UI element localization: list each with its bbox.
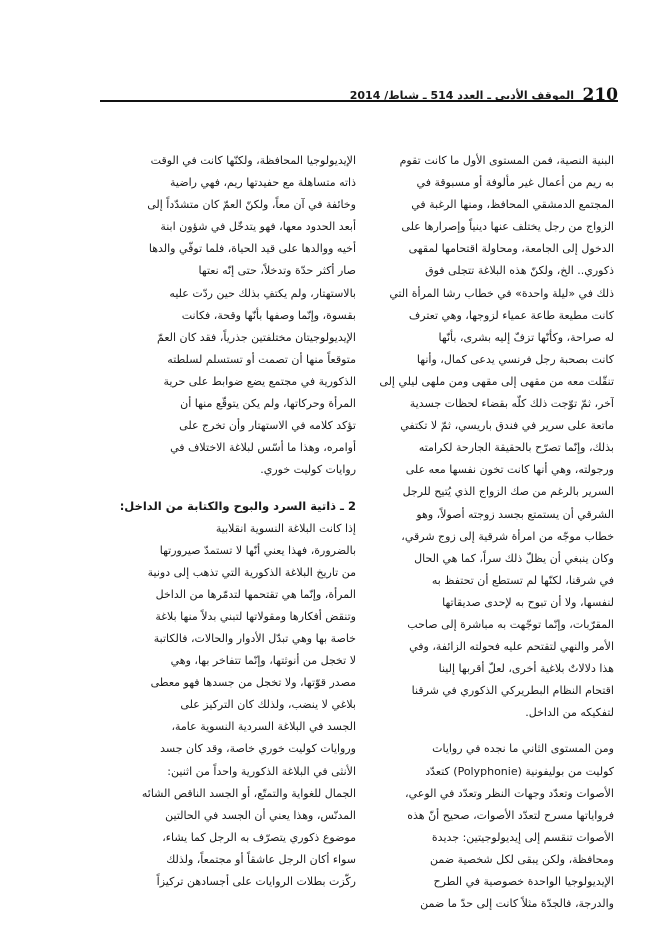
paragraph-gap	[97, 481, 356, 495]
text-line: الإيديولوجيتان مختلفتين جذرياً، فقد كان العمّ	[157, 330, 356, 344]
text-line: الدخول إلى الجامعة، ومحاولة اقتحامها لمقهى	[408, 242, 614, 256]
journal-title: الموقف الأدبي ـ العدد 514 ـ شباط/ 2014	[349, 89, 574, 102]
text-line: تؤكد كلامه في الاستهتار وأن تخرج على	[179, 419, 356, 433]
left-column	[97, 150, 356, 893]
text-line: الأصوات تنقسم إلى إيديولوجيتين: جديدة	[431, 830, 614, 844]
text-line: الأصوات وتعدّد وجهات النظر وتعدّد في الوعي،	[405, 786, 614, 800]
text-line: بلاغي لا ينضب، ولذلك كان التركيز على	[180, 698, 356, 712]
paragraph	[97, 518, 356, 894]
text-line: الجسد في البلاغة السردية النسوية عامة،	[171, 720, 356, 734]
text-line: روايات كوليت خوري.	[260, 463, 356, 477]
text-line: الزواج من رجل يختلف عنها دينياً وإصرارها على	[401, 220, 614, 234]
text-line: لا تخجل من أنوثتها، وإنّما تتفاخر بها، وهي	[170, 654, 356, 668]
text-line: الإيديولوجيا المحافظة، ولكنّها كانت في الوقت	[150, 154, 356, 167]
text-line: به ريم من أعمال غير مألوفة أو مسبوقة في	[416, 176, 614, 190]
text-line: وخائفة في آن معاً، ولكنّ العمّ كان متشدّداً إلى	[147, 198, 356, 212]
text-line: المرأة، وإنّما هي تقتحمها لتدمّرها من الداخل	[155, 587, 356, 601]
text-line: ومن المستوى الثاني ما نجده في روايات	[432, 742, 614, 756]
section-heading: 2 ـ ذاتية السرد والبوح والكتابة من الداخل:	[119, 499, 356, 514]
text-line: من تاريخ البلاغة الذكورية التي تذهب إلى دونية	[147, 565, 356, 579]
text-line: وتنقض أفكارها ومقولاتها لتبني بدلاً منها بلاغة	[155, 609, 356, 623]
text-line: بالضرورة، فهذا يعني أنّها لا تستمدّ صيرورتها	[159, 543, 356, 557]
text-line: الشرقي أن يستمتع بجسد زوجته أصولاً، وهو	[416, 507, 614, 521]
paragraph	[346, 150, 614, 724]
text-line: خاصة بها وهي تبدّل الأدوار والحالات، فالكاتبة	[153, 631, 356, 645]
text-line: أخيه ووالدها على قيد الحياة، فلما توفّي والدها	[148, 242, 356, 256]
text-line: صار أكثر حدّة وتدخلاً، حتى إنّه نعتها	[198, 264, 356, 278]
text-line: بقسوة، وإنّما وصفها بأنّها وقحة، فكانت	[181, 308, 356, 322]
text-line: الأمر والنهي لتقتحم عليه فحولته الزائفة، وفي	[409, 640, 614, 654]
text-line: كوليت من بوليفونية (Polyphonie) كتعدّد	[425, 764, 614, 778]
text-line: خطاب موجّه من امرأة شرقية إلى زوج شرقي،	[401, 529, 614, 543]
text-line: موضوع ذكوري يتصرّف به الرجل كما يشاء،	[162, 830, 356, 844]
text-line: ومحافظة، ولكن يبقى لكل شخصية ضمن	[430, 852, 614, 866]
page-number: 210	[582, 85, 618, 105]
text-line: أبعد الحدود معها، فهو يتدخّل في شؤون ابنة	[160, 220, 356, 234]
text-line: فرواياتها مسرح لتعدّد الأصوات، صحيح أنّ هذه	[407, 808, 614, 822]
text-line: ذاته متساهلة مع حفيدتها ريم، فهي راضية	[170, 176, 356, 190]
text-line: كانت بصحبة رجل فرنسي يدعى كمال، وأنها	[416, 352, 614, 366]
right-column	[346, 150, 614, 915]
text-line: المجتمع الدمشقي المحافظ، ومنها الرغبة في	[411, 198, 614, 212]
text-line: وروايات كوليت خوري خاصة، وقد كان جسد	[160, 742, 356, 756]
text-line: المقرّبات، وإنّما توجّهت به مباشرة إلى صاحب	[407, 617, 614, 631]
header-rule	[100, 100, 618, 102]
text-line: لنفسها، ولا أن تبوح به لإحدى صديقاتها	[442, 595, 614, 609]
text-line: سواء أكان الرجل عاشقاً أو مجتمعاً، ولذلك	[166, 852, 356, 866]
text-line: الأنثى في البلاغة الذكورية واحداً من اثنين:	[167, 764, 356, 778]
text-line: ماتعة على سرير في فندق باريسي، ثمّ لا تكتفي	[400, 419, 614, 433]
text-line: هذا دلالاتٌ بلاغية أخرى، لعلّ أقربها إلينا	[438, 662, 614, 676]
text-line: المدنّس، وهذا يعني أن الجسد في الحالتين	[165, 808, 356, 822]
text-line: السرير بالرغم من صك الزواج الذي يُتيح للرجل	[402, 485, 614, 499]
paragraph-gap	[346, 724, 614, 738]
text-line: المرأة وحركاتها، ولم يكن يتوقّع منها أن	[180, 397, 356, 411]
paragraph	[97, 150, 356, 481]
text-line: والدرجة، فالجدّة مثلاً كانت إلى حدّ ما ضمن	[420, 897, 614, 911]
text-line: في شرقنا، لكنّها لم تستطع أن تحتفظ به	[431, 573, 614, 587]
running-header	[100, 84, 618, 108]
text-line: ركّزت بطلات الروايات على أجسادهن تركيزاً	[156, 875, 356, 888]
text-line: كانت مطيعة طاعة عمياء لزوجها، وهي تعترف	[408, 308, 614, 322]
paragraph	[346, 738, 614, 915]
text-line: مصدر قوّتها، ولا تخجل من جسدها فهو معطى	[150, 676, 356, 690]
text-line: الجمال للغواية والتمتّع، أو الجسد الناقص الشائه	[141, 786, 356, 800]
text-line: بالاستهتار، ولم يكتفِ بذلك حين ردّت عليه	[169, 286, 356, 300]
text-line: تنقّلت معه من مقهى إلى مقهى ومن ملهى ليلي إلى	[379, 374, 614, 388]
text-line: الإيديولوجيا الواحدة خصوصية في الطرح	[433, 875, 614, 888]
text-line: البنية النصية، فمن المستوى الأول ما كانت تقوم	[399, 154, 614, 167]
text-line: وكان ينبغي أن يظلّ ذلك سراً، كما هي الحال	[414, 551, 614, 565]
text-line: بذلك، وإنّما تصرّح بالحقيقة الجارحة لكرامته	[418, 441, 614, 455]
text-line: أوامره، وهذا ما أسّس لبلاغة الاختلاف في	[170, 441, 356, 455]
text-line: آخر، ثمّ توّجت ذلك كلّه بقضاء لحظات جسدية	[409, 397, 614, 411]
text-line: ورجولته، وهي أنها كانت تخون نفسها معه على	[405, 463, 614, 477]
text-line: ذكوري.. الخ، ولكنّ هذه البلاغة تتجلى فوق	[425, 264, 614, 278]
text-line: إذا كانت البلاغة النسوية انقلابية	[215, 521, 356, 535]
text-line: ذلك في «ليلة واحدة» في خطاب رشا المرأة التي	[389, 286, 614, 300]
text-line: لتفكيكه من الداخل.	[525, 706, 614, 720]
text-line: متوقعاً منها أن تصمت أو تستسلم لسلطته	[167, 352, 356, 366]
text-line: اقتحام النظام البطريركي الذكوري في شرقنا	[411, 684, 614, 698]
text-line: الذكورية في مجتمع يضع ضوابط على حرية	[163, 374, 356, 388]
text-line: له صراحة، وكأنّها تزفّ إليه بشرى، بأنّها	[438, 330, 614, 344]
